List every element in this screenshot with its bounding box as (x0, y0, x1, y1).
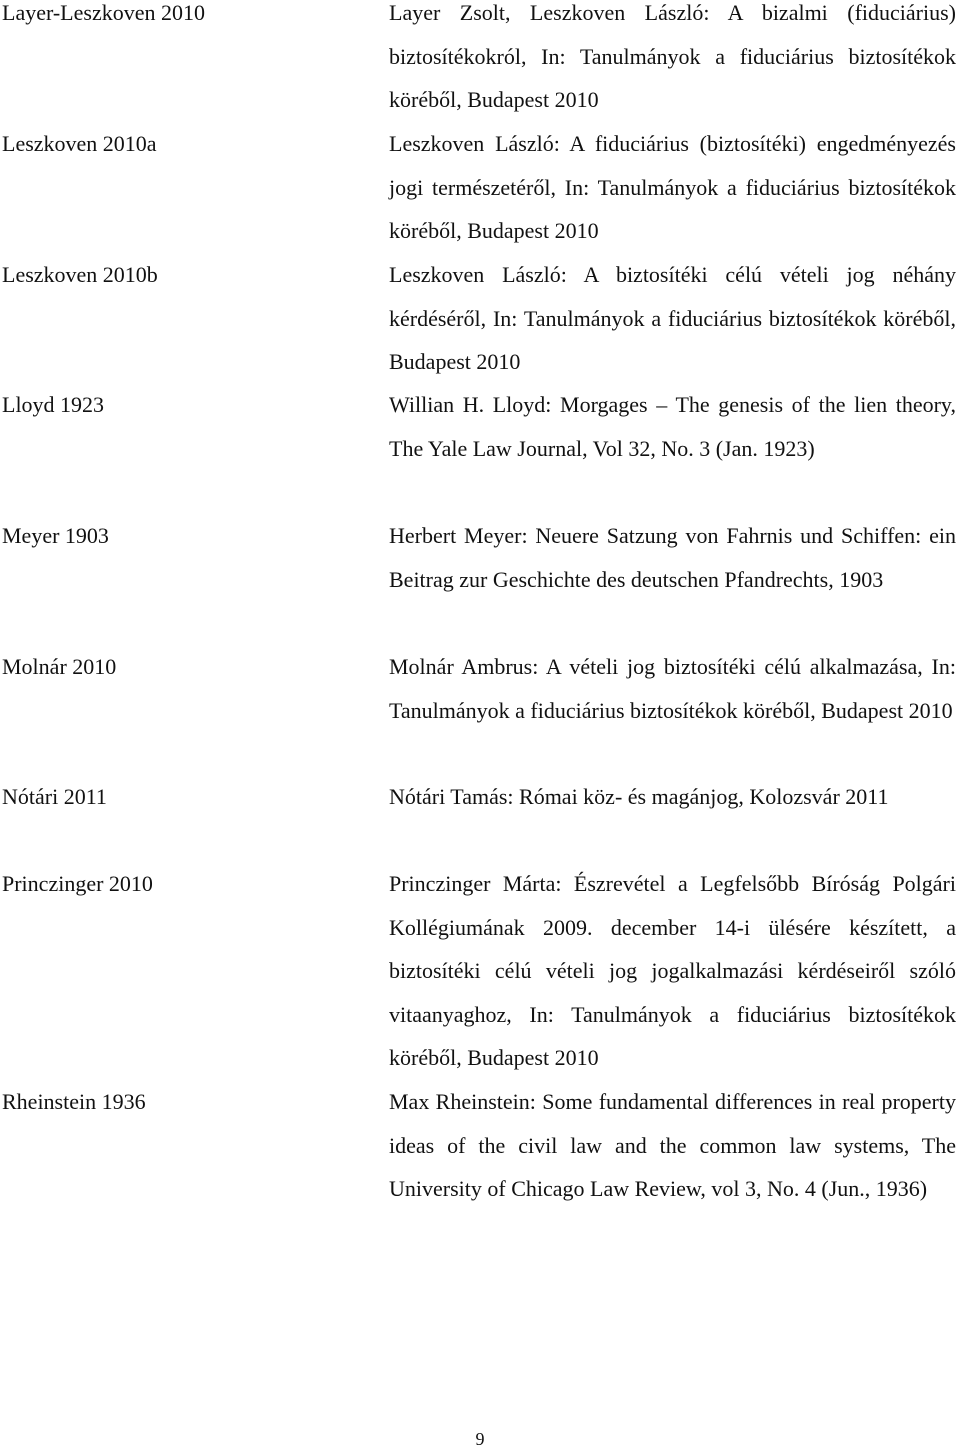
reference-key: Molnár 2010 (2, 654, 117, 679)
reference-key: Rheinstein 1936 (2, 1089, 146, 1114)
reference-text: Molnár Ambrus: A vételi jog biztosítéki célú alkalmazása, In: Tanulmányok a fiduciárius biztosítékok köréből, Budapest 2010 (389, 654, 956, 723)
reference-text: Princzinger Márta: Észrevétel a Legfelsőbb Bíróság Polgári Kollégiumának 2009. december 14-i ülésére készített, a biztosítéki célú vételi jog jogalkalmazási kérdéseiről szóló vitaanyaghoz, In: Tanulmányok a fiduciárius biztosítékok köréből, Budapest 2010 (389, 871, 956, 1070)
reference-key: Leszkoven 2010a (2, 131, 157, 156)
reference-text: Nótári Tamás: Római köz- és magánjog, Kolozsvár 2011 (389, 784, 889, 809)
reference-key: Layer-Leszkoven 2010 (2, 0, 205, 25)
reference-text: Willian H. Lloyd: Morgages – The genesis of the lien theory, The Yale Law Journal, Vol 32, No. 3 (Jan. 1923) (389, 392, 956, 461)
reference-key: Lloyd 1923 (2, 392, 105, 417)
reference-text: Herbert Meyer: Neuere Satzung von Fahrnis und Schiffen: ein Beitrag zur Geschichte des deutschen Pfandrechts, 1903 (389, 523, 956, 592)
reference-text: Layer Zsolt, Leszkoven László: A bizalmi (fiduciárius) biztosítékokról, In: Tanulmányok a fiduciárius biztosítékok köréből, Budapest 2010 (389, 0, 956, 112)
reference-text: Max Rheinstein: Some fundamental differences in real property ideas of the civil law and the common law systems, The University of Chicago Law Review, vol 3, No. 4 (Jun., 1936) (389, 1089, 956, 1201)
reference-text: Leszkoven László: A biztosítéki célú vételi jog néhány kérdéséről, In: Tanulmányok a fiduciárius biztosítékok köréből, Budapest 2010 (389, 262, 956, 374)
reference-key: Nótári 2011 (2, 784, 107, 809)
reference-key: Leszkoven 2010b (2, 262, 158, 287)
reference-text: Leszkoven László: A fiduciárius (biztosítéki) engedményezés jogi természetéről, In: Tanulmányok a fiduciárius biztosítékok köréből, Budapest 2010 (389, 131, 956, 243)
reference-key: Princzinger 2010 (2, 871, 153, 896)
reference-key: Meyer 1903 (2, 523, 109, 548)
page-number: 9 (475, 1429, 485, 1449)
